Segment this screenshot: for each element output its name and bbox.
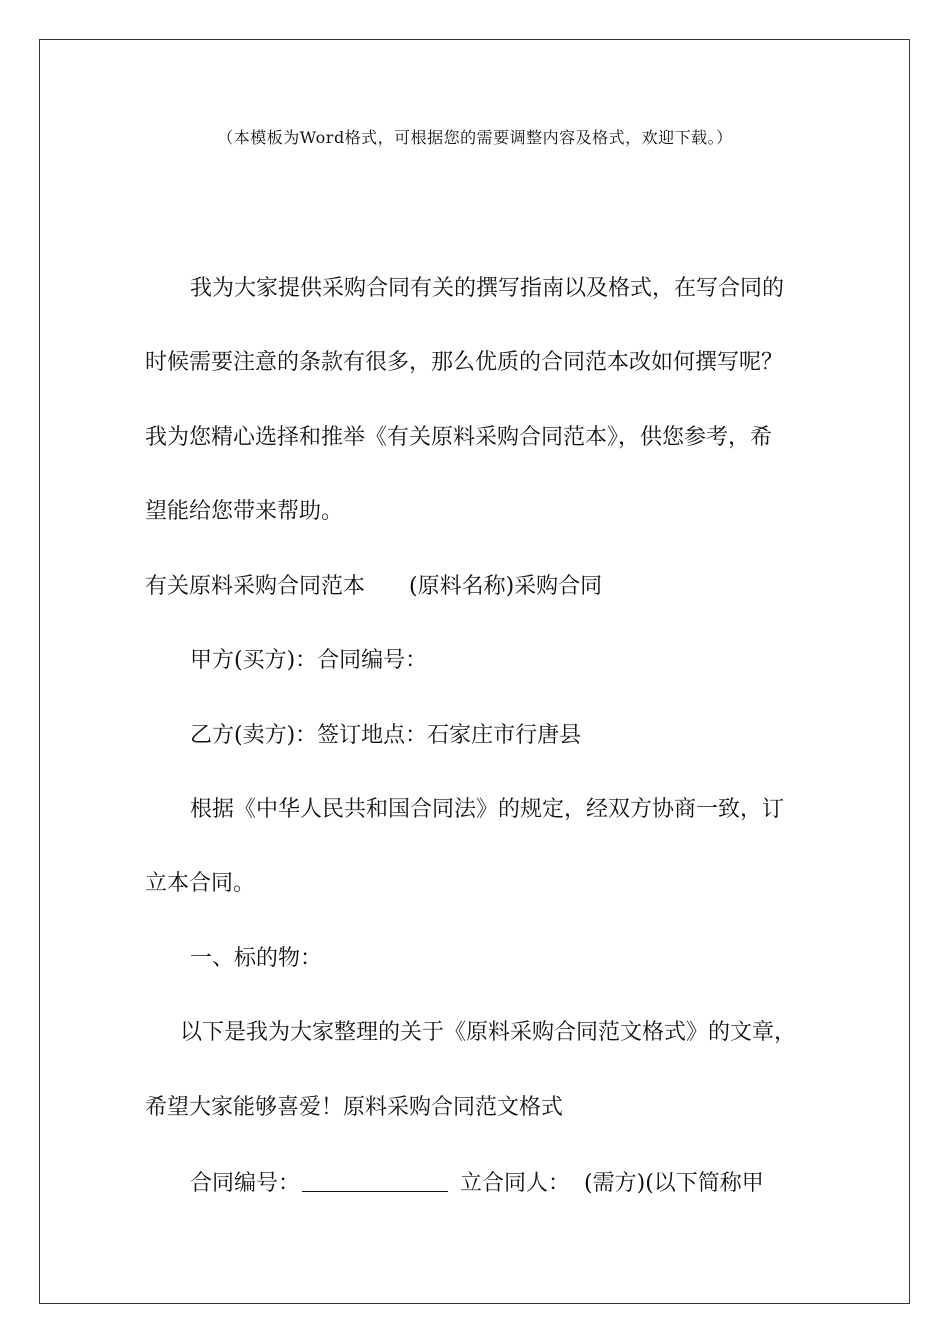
intro-line-1: 我为大家提供采购合同有关的撰写指南以及格式，在写合同的 xyxy=(190,276,785,301)
contract-number-label: 合同编号： xyxy=(190,1171,301,1196)
contract-title: (原料名称)采购合同 xyxy=(409,574,603,599)
party-a-line: 甲方(买方)：合同编号： xyxy=(190,648,428,673)
party-b-line: 乙方(卖方)：签订地点：石家庄市行唐县 xyxy=(190,723,582,748)
intro-line-4: 望能给您带来帮助。 xyxy=(145,499,344,524)
basis-line-2: 立本合同。 xyxy=(145,871,256,896)
basis-line-1: 根据《中华人民共和国合同法》的规定，经双方协商一致，订 xyxy=(190,797,785,822)
heading-line xyxy=(145,572,602,602)
contract-number-line xyxy=(190,1167,764,1199)
template-notice: （本模板为Word格式，可根据您的需要调整内容及格式，欢迎下载。） xyxy=(217,128,733,147)
article-line-1: 以下是我为大家整理的关于《原料采购合同范文格式》的文章， xyxy=(180,1020,797,1045)
contractor-label: 立合同人： xyxy=(460,1171,571,1196)
contract-number-blank xyxy=(302,1167,448,1192)
buyer-label: (需方)(以下简称甲 xyxy=(584,1171,764,1196)
heading-title: 有关原料采购合同范本 xyxy=(145,574,366,599)
article-line-2: 希望大家能够喜爱！原料采购合同范文格式 xyxy=(145,1095,564,1120)
intro-line-3: 我为您精心选择和推举《有关原料采购合同范本》，供您参考，希 xyxy=(145,425,773,450)
intro-line-2: 时候需要注意的条款有很多，那么优质的合同范本改如何撰写呢？ xyxy=(145,350,784,375)
section-one-heading: 一、标的物： xyxy=(190,946,323,971)
